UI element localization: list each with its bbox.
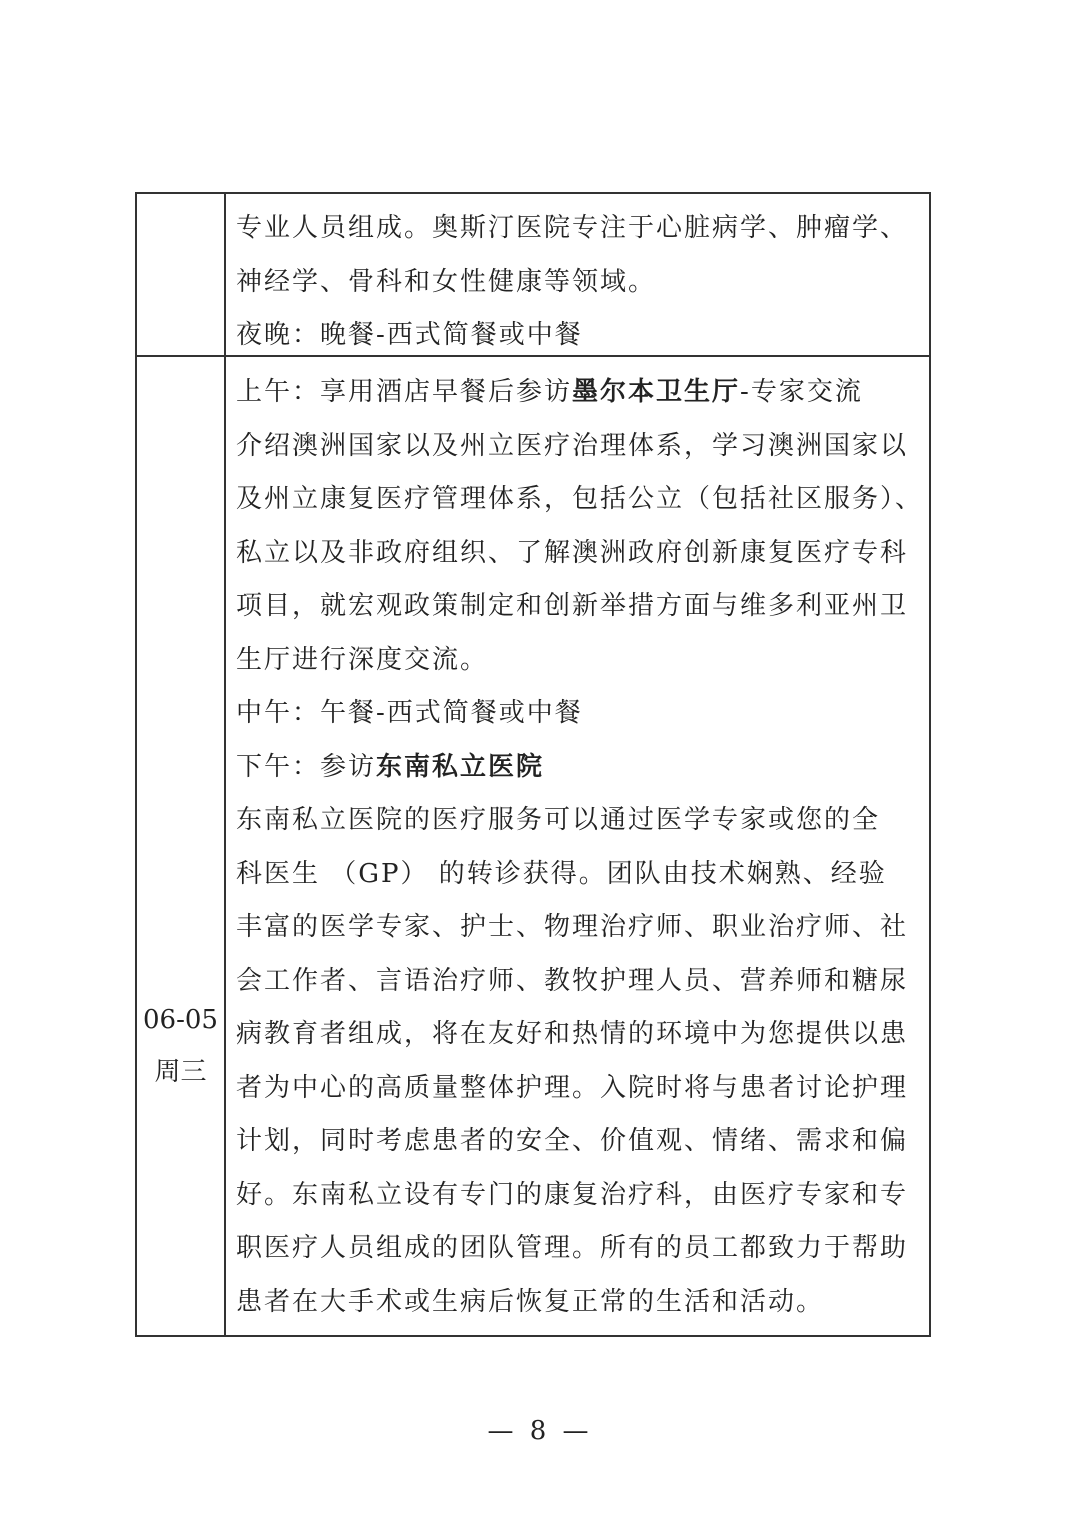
morning-line-1: 及州立康复医疗管理体系，包括公立（包括社区服务）、: [236, 484, 924, 514]
row2-morning: [236, 366, 926, 420]
morning-line-4: 生厅进行深度交流。: [236, 644, 489, 675]
page-number: — 8 —: [487, 1416, 593, 1446]
afternoon-line-2: 丰富的医学专家、护士、物理治疗师、职业治疗师、社: [236, 912, 909, 942]
morning-line-3: 项目，就宏观政策制定和创新举措方面与维多利亚州卫: [236, 591, 909, 621]
afternoon-line-4: 病教育者组成，将在友好和热情的环境中为您提供以患: [236, 1019, 909, 1049]
afternoon-line-0: 东南私立医院的医疗服务可以通过医学专家或您的全: [236, 805, 881, 835]
morning-line-2: 私立以及非政府组织、了解澳洲政府创新康复医疗专科: [236, 537, 909, 568]
morning-prefix: 上午：享用酒店早餐后参访: [236, 377, 573, 407]
afternoon-line-6: 计划，同时考虑患者的安全、价值观、情绪、需求和偏: [236, 1126, 909, 1156]
row2-weekday: 周三: [154, 1057, 207, 1087]
afternoon-prefix: 下午：参访: [236, 751, 377, 782]
afternoon-line-1: 科医生 （GP） 的转诊获得。团队由技术娴熟、经验: [236, 858, 887, 889]
morning-suffix: -专家交流: [740, 377, 863, 407]
morning-line-0: 介绍澳洲国家以及州立医疗治理体系，学习澳洲国家以: [236, 430, 909, 461]
afternoon-line-5: 者为中心的高质量整体护理。入院时将与患者讨论护理: [236, 1072, 909, 1103]
row-1-content: [236, 202, 926, 363]
row-2-content: [236, 366, 926, 1329]
row1-line-1: 神经学、骨科和女性健康等领域。: [236, 266, 657, 297]
afternoon-venue: 东南私立医院: [376, 751, 545, 782]
row2-noon: 中午：午餐-西式简餐或中餐: [236, 698, 583, 728]
column-divider: [224, 194, 226, 1335]
afternoon-line-7: 好。东南私立设有专门的康复治疗科，由医疗专家和专: [236, 1179, 909, 1210]
row1-line-0: 专业人员组成。奥斯汀医院专注于心脏病学、肿瘤学、: [236, 213, 909, 243]
row2-afternoon: [236, 741, 926, 795]
row2-date: 06-05: [143, 1005, 218, 1035]
row-2-date-cell: [137, 994, 224, 1098]
afternoon-line-8: 职医疗人员组成的团队管理。所有的员工都致力于帮助: [236, 1233, 909, 1263]
afternoon-line-3: 会工作者、言语治疗师、教牧护理人员、营养师和糖尿: [236, 965, 909, 996]
row1-evening: 夜晚：晚餐-西式简餐或中餐: [236, 320, 583, 350]
morning-venue: 墨尔本卫生厅: [572, 377, 741, 407]
afternoon-line-9: 患者在大手术或生病后恢复正常的生活和活动。: [236, 1286, 825, 1317]
itinerary-table: [135, 192, 931, 1337]
